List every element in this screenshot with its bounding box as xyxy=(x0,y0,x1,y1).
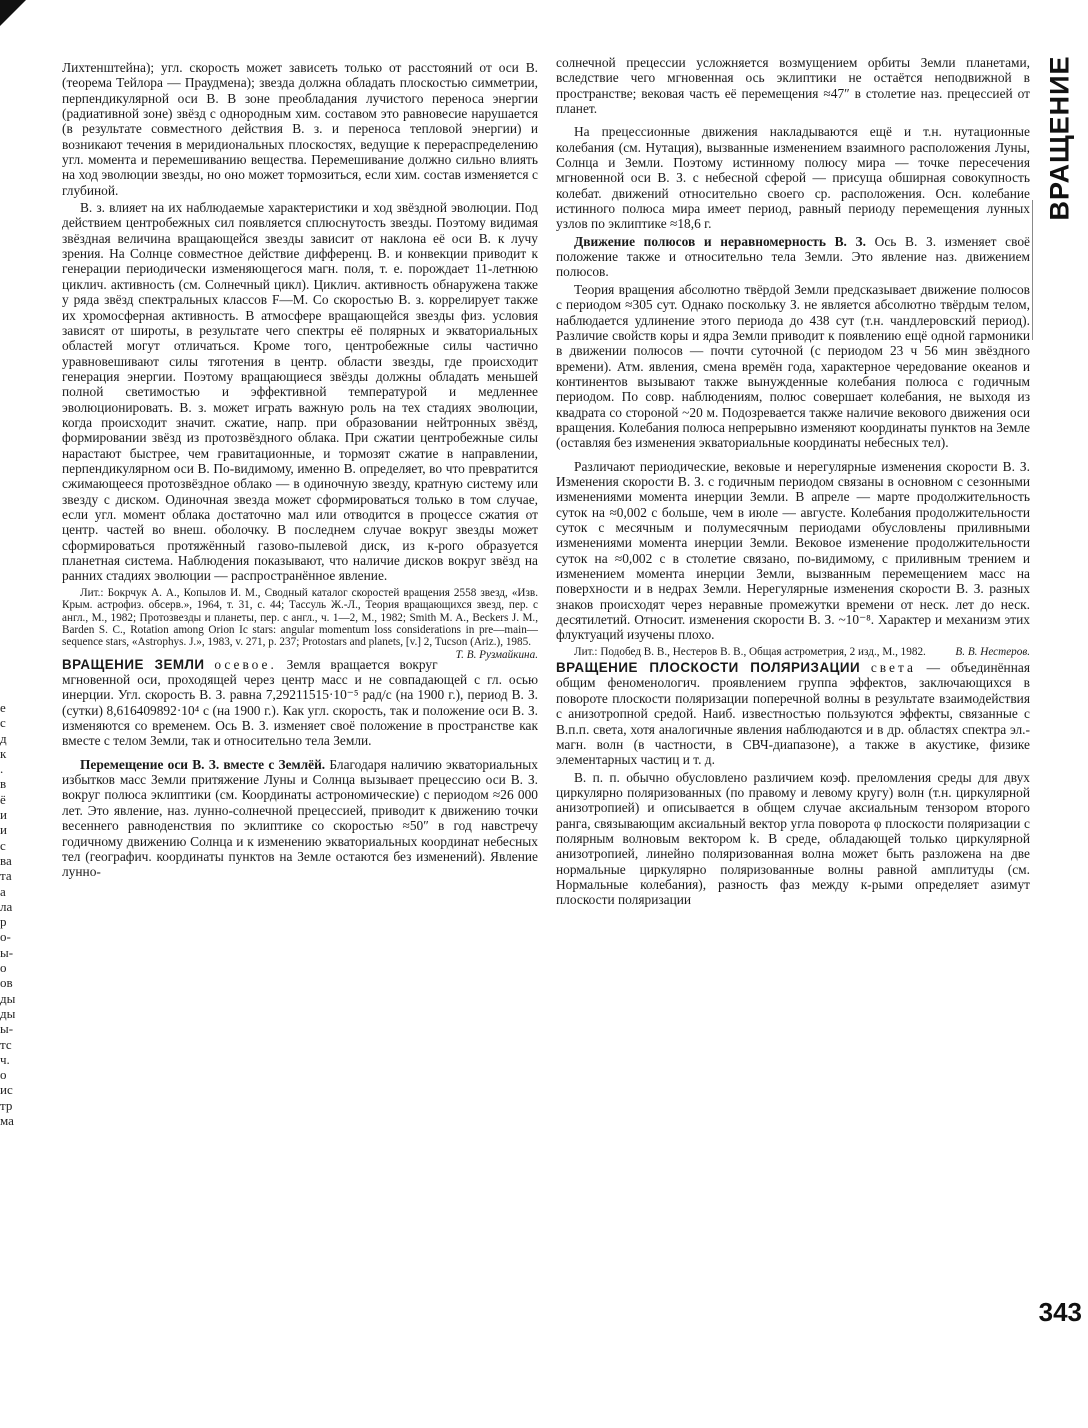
subheading: Перемещение оси В. З. вместе с Землёй. xyxy=(80,756,326,772)
paragraph: В. з. влияет на их наблюдаемые характеристики и ход звёздной эволюции. Под действием центробежных сил появляется сплюснутость звезды. Поэтому видимая звёздная величина вращающейся звезды зависит от наклона её оси В. к лучу зрения. На Солнце совместное действие дифференц. В. и конвекции приводит к генерации периодически изменяющегося магн. поля, т. е. порождает 11-летнюю циклич. активность (см. Солнечный цикл). Циклич. активность обнаружена также у ряда звёзд спектральных классов F—M. Со скоростью В. з. коррелирует также их хромосферная активность. В атмосфере вращающейся звезды физ. условия зависят от широты, в результате чего спектры её полярных и экваториальных областей могут отличаться. Кроме того, центробежные силы частично уравновешивают силы тяготения в центр. области звезды, где происходит генерация энергии. Поэтому вращающиеся звёзды должны обладать меньшей полной светимостью и эффективной температурой и медленнее эволюционировать. В. з. может играть важную роль на тех стадиях эволюции, когда происходит значит. сжатие, напр. при образовании нейтронных звёзд, формировании звёзд из протозвёздного облака. При сжатии центробежные силы нарастают быстрее, чем гравитационные, и тормозят сжатие в направлении, перпендикулярном оси В. По-видимому, именно В. определяет, во что превратится сжимающееся протозвёздное облако — в одиночную звезду, кратную систему или звезду с диском. Одиночная звезда может сформироваться только в том случае, если угл. момент облака достаточно мал или отводится в процессе сжатия от центр. частей во внеш. оболочку. В последнем случае вокруг звезды может сформироваться протяжённый газово-пылевой диск, из к-рого образуется планетная система. Наблюдения показывают, что наличие дисков вокруг звёзд на ранних стадиях эволюции — распространённое явление. xyxy=(62,200,538,584)
margin-fragment: ы- xyxy=(0,944,14,960)
reference xyxy=(62,586,538,661)
margin-fragment: та xyxy=(0,868,12,884)
margin-fragment: ва xyxy=(0,852,12,868)
margin-fragment: и xyxy=(0,807,7,823)
entry-headword-sub: света xyxy=(870,660,916,676)
entry-headword: ВРАЩЕНИЕ ЗЕМЛИ xyxy=(62,656,205,672)
margin-fragment: тс xyxy=(0,1036,12,1052)
margin-fragment: ов xyxy=(0,975,13,991)
margin-fragment: ис xyxy=(0,1082,13,1098)
entry-text: — объединённая общим феноменологич. проявлением группа эффектов, заключающихся в повороте плоскости поляризации поперечной волны в результате взаимодействия с анизотропной средой. Наиб. известностью пользуются эффекты, связанные с В.п.п. света, хотя аналогичные явления наблюдаются и в др. областях спектра эл.-магн. волн (в частности, в СВЧ-диапазоне), а также в акустике, физике элементарных частиц и т. д. xyxy=(556,660,1030,768)
entry-headword: ВРАЩЕНИЕ ПЛОСКОСТИ ПОЛЯРИЗАЦИИ xyxy=(556,660,861,676)
paragraph xyxy=(62,757,538,880)
right-column xyxy=(556,55,1030,908)
margin-fragment: тр xyxy=(0,1097,13,1113)
entry-headword-sub: осевое. xyxy=(214,656,277,672)
margin-fragment: ч. xyxy=(0,1051,10,1067)
margin-fragment: к xyxy=(0,745,7,761)
margin-fragment: . xyxy=(0,761,4,777)
entry-paragraph xyxy=(556,660,1030,767)
margin-fragment: о xyxy=(0,1067,7,1083)
margin-fragment: и xyxy=(0,822,7,838)
margin-fragment: с xyxy=(0,837,6,853)
paragraph-text: Ось В. З. изменяет своё положение также и относительно тела Земли. Это явление наз. движением полюсов. xyxy=(556,233,1030,280)
paragraph: В. п. п. обычно обусловлено различием коэф. преломления среды для двух циркулярно поляризованных (по правому и левому кругу) волн (т.н. циркулярной анизотропией) и описывается в общем случае аксиальным тензором второго ранга, связывающим аксиальный вектор угла поворота φ плоскости поляризации с полярным волновым вектором k. В среде, обладающей только циркулярной анизотропией, линейно поляризованная волна может быть разложена на две нормальные циркулярно поляризованные волны равной амплитуды (см. Нормальные колебания), разность фаз между к-рыми определяет азимут плоскости поляризации xyxy=(556,769,1030,908)
margin-fragment: ды xyxy=(0,990,16,1006)
paragraph: На прецессионные движения накладываются ещё и т.н. нутационные колебания (см. Нутация), вызванные изменением взаимного расположения Луны, Солнца и Земли. Поэтому истинному полюсу мира — точке пересечения мгновенной оси В. З. с небесной сферой — присуща обширная совокупность колебат. движений относительно своего ср. расположения. Осн. колебание истинного полюса мира имеет период, равный периоду перемещения лунных узлов по эклиптике ≈18,6 г. xyxy=(556,124,1030,232)
entry-paragraph xyxy=(62,657,538,749)
reference-text: Лит.: Бокрчук А. А., Копылов И. М., Сводный каталог скоростей вращения 2558 звезд, «Изв. Крым. астрофиз. обсерв.», 1964, т. 31, с. 44; Тассуль Ж.-Л., Теория вращающихся звезд, пер. с англ., М., 1982; Протозвезды и планеты, пер. с англ., ч. 1—2, М., 1982; Smith M. A., Beckers J. M., Barden S. C., Rotation among Orion Ic stars: angular momentum loss considerations in pre—main—sequence stars, «Astrophys. J.», 1983, v. 271, p. 237; Protostars and planets, [v.] 2, Tucson (Ariz.), 1985. xyxy=(62,586,538,649)
margin-fragment: ы- xyxy=(0,1021,14,1037)
subheading: Движение полюсов и неравномерность В. З. xyxy=(574,233,866,249)
paragraph: солнечной прецессии усложняется возмущением орбиты Земли планетами, вследствие чего мгновенная ось эклиптики не остаётся неподвижной в пространстве; вековая часть её перемещения ≈47″ в столетие наз. прецессией от планет. xyxy=(556,55,1030,117)
margin-fragment: ла xyxy=(0,898,13,914)
left-column xyxy=(62,60,538,880)
margin-fragment: ма xyxy=(0,1113,14,1129)
running-title xyxy=(1038,55,1082,221)
paragraph: Различают периодические, вековые и нерегулярные изменения скорости В. З. Изменения скорости В. З. с годичным периодом связаны в основном с сезонными изменениями момента инерции Земли. В апреле — марте продолжительность суток на ≈0,002 с больше, чем в июле — августе. Колебания продолжительности суток с месячным и полумесячным периодами обусловлены приливными изменениями момента инерции Земли. Вековое изменение продолжительности суток на ≈0,002 с в столетие связано, по-видимому, с приливным трением и изменением момента инерции Земли, вызванным перемещением масс на поверхности и в недрах Земли. Нерегулярные изменения скорости В. З. разных знаков происходят через неравные промежутки времени от неск. лет до неск. десятилетий. Относит. изменения скорости В. З. ~10⁻⁸. Характер и механизм этих флуктуаций изучены плохо. xyxy=(556,458,1030,643)
reference xyxy=(556,646,1030,658)
margin-fragment: ды xyxy=(0,1005,16,1021)
margin-fragment: р xyxy=(0,914,7,930)
paragraph-text: Благодаря наличию экваториальных избытков масс Земли притяжение Луны и Солнца вызывает прецессию оси В. З. вокруг полюса эклиптики (см. Координаты астрономические) с периодом ≈26 000 лет. Это явление, наз. лунно-солнечной прецессией, приводит к движению точки весеннего равноденствия по эклиптике со скоростью ≈50″ в год навстречу годичному движению Солнца и к изменению экваториальных координат небесных тел (географич. координаты пунктов на Земле остаются без изменений). Явление лунно- xyxy=(62,756,538,880)
paragraph: Лихтенштейна); угл. скорость может зависеть только от расстояний от оси В. (теорема Тейлора — Праудмена); звезда должна обладать плоскостью симметрии, перпендикулярной оси В. В зоне преобладания лучистого переноса энергии (радиативной зоне) звёзд с однородным хим. составом это равновесие нарушается (в результате совместного действия В. з. и переноса тепловой энергии) и возникают течения в меридиональных плоскостях, ведущие к перераспределению угл. момента и перемешиванию вещества. Перемешивание должно сильно влиять на ход эволюции звезды, но оно может тормозиться, если хим. состав изменяется с глубиной. xyxy=(62,60,538,198)
page-number: 343 xyxy=(1038,1297,1082,1327)
corner-mark xyxy=(0,0,26,26)
reference-text: Лит.: Подобед В. В., Нестеров В. В., Общая астрометрия, 2 изд., М., 1982. xyxy=(574,645,926,658)
margin-fragments xyxy=(0,700,22,1128)
margin-fragment: д xyxy=(0,730,7,746)
margin-fragment: а xyxy=(0,883,6,899)
paragraph: Теория вращения абсолютно твёрдой Земли предсказывает движение полюсов с периодом ≈305 сут. Однако поскольку З. не является абсолютно твёрдым телом, наблюдается удлинение этого периода до 438 сут (т.н. чандлеровский период). Различие свойств коры и ядра Земли приводит к появлению ещё одной гармоники в движении полюсов — почти суточной (с периодом 23 ч 56 мин звёздного времени). Атм. явления, смена времён года, характерное чередование океанов и континентов вызывают также вынужденные колебания полюса с годичным периодом. По совр. наблюдениям, полюс совершает колебания, не выходя из квадрата со стороной ~20 м. Подозревается также наличие векового движения оси вращения. Колебания полюса непрерывно изменяют координаты пунктов на Земле (оставляя без изменения экваториальные координаты небесных тел). xyxy=(556,281,1030,451)
reference-author: В. В. Нестеров. xyxy=(955,645,1030,658)
paragraph xyxy=(556,234,1030,280)
running-title-text: ВРАЩЕНИЕ xyxy=(1044,55,1075,221)
margin-fragment: с xyxy=(0,715,6,731)
margin-fragment: о- xyxy=(0,929,11,945)
margin-fragment: в xyxy=(0,776,7,792)
reference-author: Т. В. Рузмайкина. xyxy=(455,648,538,661)
margin-fragment: о xyxy=(0,960,7,976)
margin-fragment: ё xyxy=(0,791,6,807)
column-rule xyxy=(1032,200,1033,340)
entry-text: Земля вращается вокруг мгновенной оси, проходящей через центр масс и не совпадающей с гл. осью инерции. Угл. скорость В. З. равна 7,29211515·10⁻⁵ рад/с (на 1900 г.), период В. З. (сутки) 8,616409892·10⁴ с (на 1900 г.). Как угл. скорость, так и положение оси В. З. изменяются со временем. Ось В. З. изменяет своё положение в пространстве как вместе с телом Земли, так и относительно тела Земли. xyxy=(62,656,538,749)
margin-fragment: е xyxy=(0,700,6,715)
